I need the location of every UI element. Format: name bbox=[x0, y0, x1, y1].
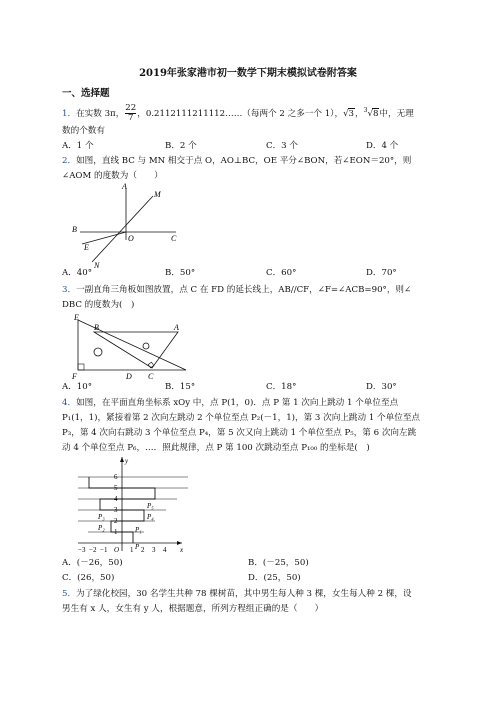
question-5-line-2: 男生有 x 人，女生有 y 人，根据题意，所列方程组正确的是（ ） bbox=[62, 604, 324, 614]
q1-option-c: C．3 个 bbox=[266, 141, 298, 151]
question-1-stem-a: 在实数 3π， bbox=[76, 109, 125, 119]
fraction-numerator: 22 bbox=[125, 103, 137, 113]
label-e: E bbox=[74, 313, 79, 322]
question-1-stem-d: 中，无理 bbox=[379, 109, 414, 119]
cbrt-symbol: √ bbox=[367, 109, 373, 119]
question-2-number: 2． bbox=[62, 156, 77, 166]
q4-option-a: A．(－26，50) bbox=[62, 558, 123, 568]
y-axis-label: y bbox=[125, 457, 129, 465]
q1-option-b: B．2 个 bbox=[165, 141, 197, 151]
label-n: N bbox=[94, 261, 100, 268]
x-tick-3: 3 bbox=[152, 546, 156, 554]
q2-option-d: D．70° bbox=[366, 268, 397, 278]
question-4-line-2: P₁(1，1)，紧接着第 2 次向左跳动 2 个单位至点 P₂(－1，1)，第 3 次向上跳动 1 个单位至点 bbox=[62, 413, 421, 423]
line-mn bbox=[92, 196, 153, 262]
y-tick-2: 2 bbox=[114, 517, 118, 525]
label-p4: P₄ bbox=[147, 513, 154, 521]
question-1-stem-c: ， bbox=[355, 109, 364, 119]
x-tick-m2: −2 bbox=[89, 546, 97, 554]
label-p: P bbox=[135, 543, 140, 551]
question-2-text: 如图，直线 BC 与 MN 相交于点 O，AO⊥BC，OE 平分∠BON，若∠EON＝20°，则 bbox=[76, 156, 412, 166]
question-3-text: 一副直角三角板如图放置，点 C 在 FD 的延长线上，AB//CF，∠F=∠ACB=90°，则∠ bbox=[76, 285, 412, 295]
q4-option-c: C．(26，50) bbox=[62, 573, 115, 583]
y-tick-3: 3 bbox=[114, 506, 118, 514]
question-5-line-1 bbox=[62, 589, 412, 600]
label-p2: P₂ bbox=[98, 524, 105, 532]
q2-option-c: C．60° bbox=[266, 268, 297, 278]
figure-set-squares bbox=[66, 312, 196, 384]
q1-option-d: D．4 个 bbox=[366, 141, 399, 151]
question-1-stem-b: ，0.2112111211112……（每两个 2 之多一个 1）， bbox=[137, 109, 344, 119]
question-1-line-1 bbox=[62, 104, 414, 123]
question-2-line-1 bbox=[62, 156, 411, 167]
y-tick-4: 4 bbox=[114, 495, 118, 503]
fraction-22-7 bbox=[125, 104, 136, 123]
x-tick-m1: −1 bbox=[100, 546, 108, 554]
triangle-bac bbox=[94, 332, 178, 368]
fraction-denominator: 7 bbox=[125, 113, 136, 123]
label-p3: P₃ bbox=[98, 513, 105, 521]
section-heading: 一、选择题 bbox=[62, 88, 110, 99]
question-5-text: 为了绿化校园，30 名学生共种 78 棵树苗，其中男生每人种 3 棵，女生每人种 2 棵，设 bbox=[76, 589, 412, 599]
question-2-line-2: ∠AOM 的度数为（ ） bbox=[62, 171, 163, 181]
q3-option-c: C．18° bbox=[266, 382, 297, 392]
figure-coordinate-jumps bbox=[70, 455, 200, 555]
q3-option-d: D．30° bbox=[366, 382, 397, 392]
q4-option-b: B．(－25，50) bbox=[248, 558, 309, 568]
label-a: A bbox=[174, 323, 179, 332]
x-axis-arrow bbox=[177, 541, 182, 545]
grid-lines bbox=[78, 477, 188, 532]
hole-right bbox=[143, 343, 149, 349]
question-3-line-2: DBC 的度数为( ) bbox=[62, 300, 135, 310]
origin-label: O bbox=[114, 546, 120, 554]
y-tick-5: 5 bbox=[114, 484, 118, 492]
sqrt-symbol: √ bbox=[343, 109, 349, 119]
x-tick-4: 4 bbox=[163, 546, 167, 554]
label-b: B bbox=[72, 225, 77, 234]
label-c: C bbox=[148, 372, 154, 381]
x-tick-m3: −3 bbox=[78, 546, 86, 554]
y-tick-6: 6 bbox=[114, 473, 118, 481]
hole-left bbox=[94, 348, 102, 356]
cube-root-index: 3 bbox=[363, 107, 368, 115]
label-p5: P₅ bbox=[147, 502, 154, 510]
q4-option-d: D．(25，50) bbox=[248, 573, 301, 583]
label-o: O bbox=[128, 234, 134, 243]
label-a: A bbox=[122, 182, 127, 191]
question-4-line-4: 动 4 个单位至点 P₆，…．照此规律，点 P 第 100 次跳动至点 P₁₀₀ 的坐标是( ) bbox=[62, 443, 370, 453]
label-b: B bbox=[94, 323, 99, 332]
question-4-line-3: P₃，第 4 次向右跳动 3 个单位至点 P₄，第 5 次又向上跳动 1 个单位至点 P₅，第 6 次向左跳 bbox=[62, 428, 417, 438]
q1-option-a: A．1 个 bbox=[62, 141, 94, 151]
q2-option-a: A．40° bbox=[62, 268, 93, 278]
q2-option-b: B．50° bbox=[165, 268, 196, 278]
label-f: F bbox=[72, 372, 77, 381]
sqrt-radicand: 3 bbox=[348, 109, 355, 119]
question-1-line-2: 数的个数有 bbox=[62, 126, 105, 136]
x-tick-1: 1 bbox=[130, 546, 134, 554]
label-d: D bbox=[126, 372, 132, 381]
right-angle-f bbox=[78, 364, 84, 370]
x-tick-2: 2 bbox=[141, 546, 145, 554]
question-4-line-1 bbox=[62, 398, 398, 409]
q3-option-b: B．15° bbox=[165, 382, 196, 392]
label-c: C bbox=[171, 234, 177, 243]
question-4-number: 4． bbox=[62, 398, 77, 408]
question-3-line-1 bbox=[62, 285, 411, 296]
question-4-text: 如图，在平面直角坐标系 xOy 中，点 P(1，0)．点 P 第 1 次向上跳动 1 个单位至点 bbox=[76, 398, 399, 408]
q3-option-a: A．10° bbox=[62, 382, 93, 392]
question-1-number: 1． bbox=[62, 109, 77, 119]
label-m: M bbox=[154, 190, 161, 199]
question-5-number: 5． bbox=[62, 589, 77, 599]
label-e: E bbox=[84, 243, 89, 252]
y-axis-arrow bbox=[120, 457, 124, 462]
label-p1: P₁ bbox=[135, 526, 142, 534]
x-axis-label: x bbox=[180, 546, 184, 554]
y-tick-1: 1 bbox=[114, 528, 118, 536]
question-3-number: 3． bbox=[62, 285, 77, 295]
cbrt-radicand: 8 bbox=[372, 109, 379, 119]
page-title: 2019年张家港市初一数学下期末模拟试卷附答案 bbox=[139, 68, 357, 79]
figure-intersecting-lines bbox=[68, 182, 188, 268]
